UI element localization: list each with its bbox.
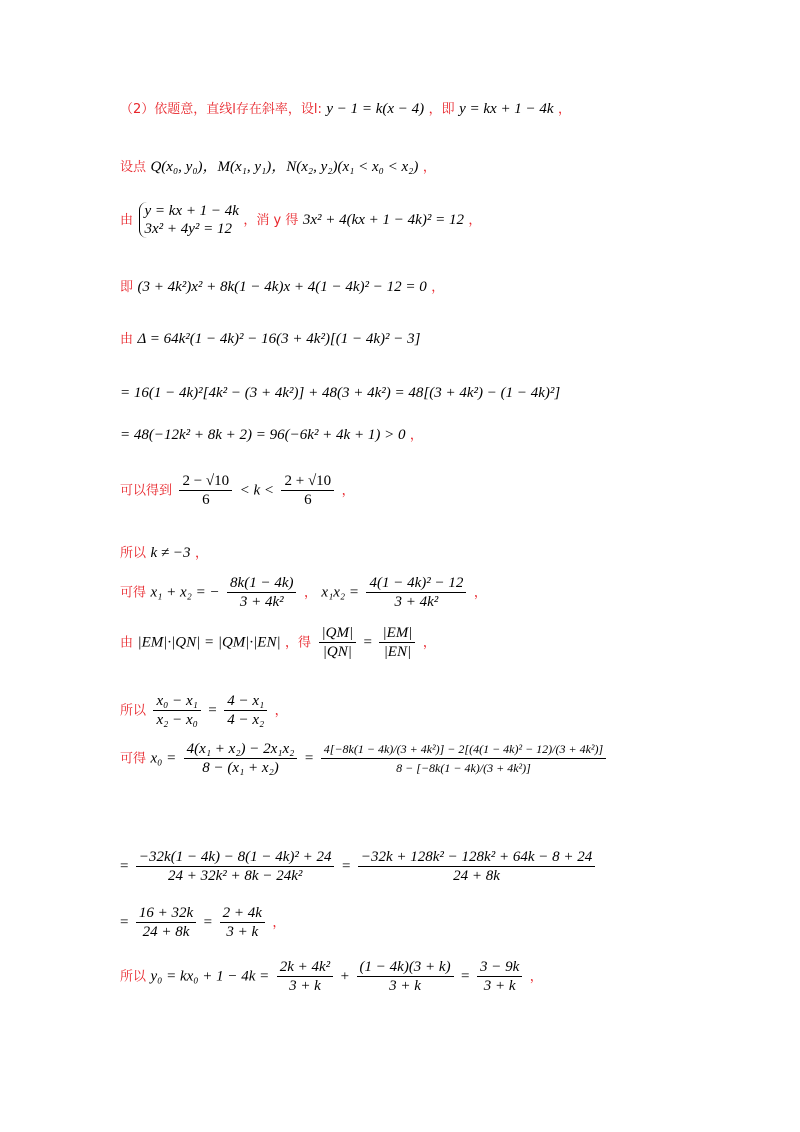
denominator: 3 + k xyxy=(389,978,421,994)
equals-sign: = xyxy=(208,702,217,719)
line-2 xyxy=(120,158,436,177)
equation: y = kx + 1 − 4k xyxy=(144,203,239,219)
equation: 3x² + 4y² = 12 xyxy=(144,221,233,237)
numerator: −32k(1 − 4k) − 8(1 − 4k)² + 24 xyxy=(136,848,335,867)
punctuation: ， xyxy=(431,280,445,295)
denominator: 24 + 8k xyxy=(142,924,190,940)
equals-sign: = xyxy=(203,914,213,931)
equation: x₁x₂ = xyxy=(321,584,360,601)
punctuation: ， xyxy=(274,703,288,719)
punctuation: ， xyxy=(194,546,208,561)
punctuation: ， xyxy=(529,969,543,985)
line-11 xyxy=(120,624,436,661)
equation: |EM|·|QN| = |QM|·|EN| xyxy=(137,634,281,651)
text-label: 可以得到 xyxy=(120,483,173,499)
fraction xyxy=(477,958,522,995)
denominator: 24 + 8k xyxy=(453,868,500,884)
text-label: ，即 xyxy=(428,102,455,117)
equation: < k < xyxy=(239,482,275,499)
equation: y = kx + 1 − 4k xyxy=(459,101,554,117)
numerator: 8k(1 − 4k) xyxy=(227,574,296,593)
equation: = 48(−12k² + 8k + 2) = 96(−6k² + 4k + 1) > 0 xyxy=(120,427,406,443)
fraction xyxy=(184,740,298,777)
text-label: 可得 xyxy=(120,585,147,601)
equation: (3 + 4k²)x² + 8k(1 − 4k)x + 4(1 − 4k)² − 12 = 0 xyxy=(137,279,427,295)
text-label: ，得 xyxy=(285,635,312,651)
denominator: 8 − (x₁ + x₂) xyxy=(202,760,279,776)
numerator: 4(1 − 4k)² − 12 xyxy=(366,574,466,593)
equation-system xyxy=(139,202,239,238)
numerator: (1 − 4k)(3 + k) xyxy=(357,958,454,977)
punctuation: ， xyxy=(422,160,436,175)
numerator: 4 − x₁ xyxy=(224,692,267,711)
line-3 xyxy=(120,202,481,238)
fraction xyxy=(220,904,265,941)
text-label: 所以 xyxy=(120,969,147,985)
equals-sign: = xyxy=(341,858,351,875)
numerator: 2k + 4k² xyxy=(277,958,333,977)
equation: Δ = 64k²(1 − 4k)² − 16(3 + 4k²)[(1 − 4k)² − 3] xyxy=(137,331,421,347)
denominator: x₂ − x₀ xyxy=(156,712,198,728)
numerator: 3 − 9k xyxy=(477,958,522,977)
fraction xyxy=(366,574,466,611)
denominator: 3 + k xyxy=(289,978,321,994)
fraction xyxy=(224,692,267,729)
numerator: |QM| xyxy=(319,624,357,643)
fraction xyxy=(277,958,333,995)
line-6 xyxy=(120,384,560,402)
fraction xyxy=(281,472,334,509)
line-7 xyxy=(120,426,423,445)
punctuation: ， xyxy=(341,483,355,499)
line-13 xyxy=(120,740,609,777)
equation: y − 1 = k(x − 4) xyxy=(326,101,425,117)
equals-sign: = xyxy=(120,858,129,875)
fraction xyxy=(179,472,232,509)
numerator: 2 − √10 xyxy=(179,472,232,491)
equals-sign: = xyxy=(120,914,129,931)
line-4 xyxy=(120,278,444,297)
line-15 xyxy=(120,904,285,941)
denominator: 24 + 32k² + 8k − 24k² xyxy=(168,868,303,884)
line-1 xyxy=(120,100,571,119)
fraction xyxy=(319,624,357,661)
text-label: 即 xyxy=(120,280,134,295)
fraction xyxy=(153,692,200,729)
line-10 xyxy=(120,574,487,611)
text-label: 所以 xyxy=(120,703,147,719)
text-label: 由 xyxy=(120,332,134,347)
denominator: 4 − x₂ xyxy=(227,712,265,728)
denominator: 6 xyxy=(304,492,312,508)
punctuation: ， xyxy=(303,585,317,601)
equals-sign: = xyxy=(304,750,314,767)
fraction xyxy=(136,904,196,941)
denominator: |QN| xyxy=(322,644,352,660)
fraction xyxy=(136,848,335,885)
equation: = 16(1 − 4k)²[4k² − (3 + 4k²)] + 48(3 + 4k²) = 48[(3 + 4k²) − (1 − 4k)²] xyxy=(120,385,561,401)
text-label: 所以 xyxy=(120,546,147,561)
equation: 3x² + 4(kx + 1 − 4k)² = 12 xyxy=(302,212,464,228)
fraction xyxy=(358,848,595,885)
line-5 xyxy=(120,330,421,349)
line-12 xyxy=(120,692,288,729)
equation: x₀ = xyxy=(150,750,177,767)
line-9 xyxy=(120,544,208,563)
text-label: （2）依题意，直线l存在斜率，设l: xyxy=(120,102,322,117)
text-label: 由 xyxy=(120,213,134,228)
punctuation: ， xyxy=(422,635,436,651)
fraction xyxy=(227,574,296,611)
denominator: 3 + 4k² xyxy=(239,594,284,610)
plus-sign: + xyxy=(340,968,350,985)
text-label: 可得 xyxy=(120,751,147,767)
punctuation: ， xyxy=(272,915,286,931)
fraction xyxy=(357,958,454,995)
numerator: 4(x₁ + x₂) − 2x₁x₂ xyxy=(184,740,298,759)
denominator: 3 + k xyxy=(483,978,516,994)
denominator: |EN| xyxy=(383,644,412,660)
fraction xyxy=(379,624,415,661)
denominator: 3 + 4k² xyxy=(394,594,439,610)
denominator: 3 + k xyxy=(226,924,259,940)
equation: x₁ + x₂ = − xyxy=(150,584,220,601)
line-8 xyxy=(120,472,355,509)
equals-sign: = xyxy=(461,968,470,985)
denominator: 8 − [−8k(1 − 4k)/(3 + 4k²)] xyxy=(396,761,531,775)
punctuation: ， xyxy=(409,428,423,443)
text-label: ，消 y 得 xyxy=(243,213,299,228)
equals-sign: = xyxy=(363,634,372,651)
numerator: |EM| xyxy=(379,624,415,643)
punctuation: ， xyxy=(468,213,482,228)
fraction xyxy=(321,740,606,777)
line-14 xyxy=(120,848,598,885)
punctuation: ， xyxy=(473,585,487,601)
equation: y₀ = kx₀ + 1 − 4k = xyxy=(150,968,270,985)
numerator: −32k + 128k² − 128k² + 64k − 8 + 24 xyxy=(358,848,595,867)
numerator: 2 + √10 xyxy=(281,472,334,491)
text-label: 由 xyxy=(120,635,134,651)
equation: k ≠ −3 xyxy=(150,545,191,561)
text-label: 设点 xyxy=(120,160,147,175)
numerator: 4[−8k(1 − 4k)/(3 + 4k²)] − 2[(4(1 − 4k)² − 12)/(3 + 4k²)] xyxy=(321,740,606,759)
numerator: 16 + 32k xyxy=(136,904,196,923)
denominator: 6 xyxy=(202,492,210,508)
line-16 xyxy=(120,958,543,995)
numerator: x₀ − x₁ xyxy=(153,692,200,711)
numerator: 2 + 4k xyxy=(220,904,265,923)
equation: Q(x₀, y₀)，M(x₁, y₁)，N(x₂, y₂)(x₁ < x₀ < x₂) xyxy=(150,159,419,175)
punctuation: ， xyxy=(558,102,572,117)
